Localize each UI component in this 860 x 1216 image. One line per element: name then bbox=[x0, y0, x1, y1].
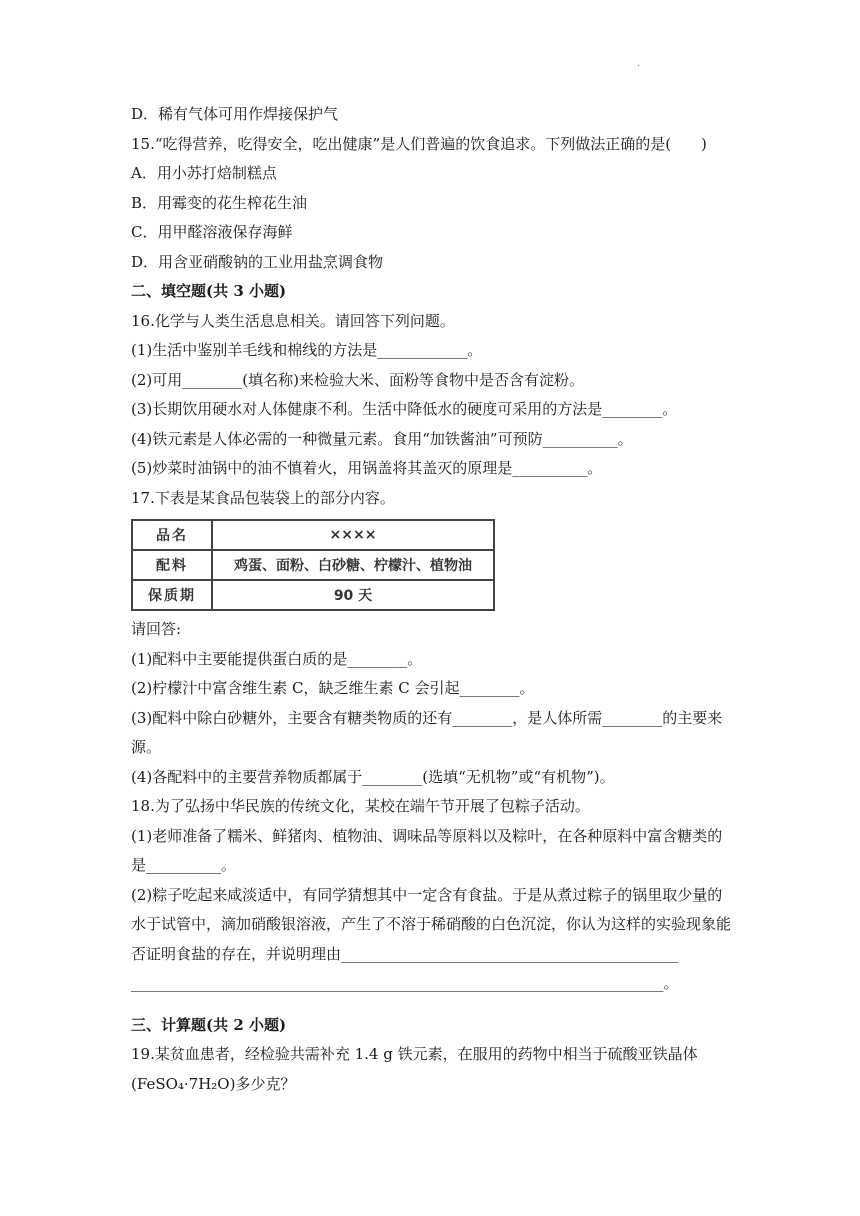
q17-part-4: (4)各配料中的主要营养物质都属于________(选填“无机物”或“有机物”)。 bbox=[131, 767, 615, 786]
q18-stem: 18.为了弘扬中华民族的传统文化，某校在端午节开展了包粽子活动。 bbox=[131, 797, 590, 815]
table-key-shelf-life: 保质期 bbox=[132, 580, 212, 610]
table-value-ingredients: 鸡蛋、面粉、白砂糖、柠檬汁、植物油 bbox=[212, 550, 494, 580]
q17-prompt: 请回答: bbox=[131, 620, 182, 638]
table-key-ingredients: 配料 bbox=[132, 550, 212, 580]
page-mark: . bbox=[637, 58, 641, 69]
table-key-product-name: 品名 bbox=[132, 520, 212, 550]
exam-content bbox=[131, 100, 731, 1099]
q14-option-d: D．稀有气体可用作焊接保护气 bbox=[131, 105, 339, 123]
section-calculation-title: 三、计算题(共 2 小题) bbox=[131, 1015, 287, 1034]
table-value-product-name: ×××× bbox=[212, 520, 494, 550]
section-fill-in-title: 二、填空题(共 3 小题) bbox=[131, 282, 287, 300]
q15-option-a: A．用小苏打焙制糕点 bbox=[131, 164, 277, 182]
q16-part-1: (1)生活中鉴别羊毛线和棉线的方法是____________。 bbox=[131, 341, 483, 359]
q17-part-3: (3)配料中除白砂糖外，主要含有糖类物质的还有________，是人体所需________的主要来源。 bbox=[131, 708, 723, 756]
q15-option-b: B．用霉变的花生榨花生油 bbox=[131, 193, 308, 212]
q16-part-5: (5)炒菜时油锅中的油不慎着火，用锅盖将其盖灭的原理是__________。 bbox=[131, 459, 603, 477]
q17-part-2: (2)柠檬汁中富含维生素 C，缺乏维生素 C 会引起________。 bbox=[131, 679, 535, 697]
q19-stem: 19.某贫血患者，经检验共需补充 1.4 g 铁元素，在服用的药物中相当于硫酸亚铁晶体(FeSO₄·7H₂O)多少克？ bbox=[131, 1045, 698, 1093]
q15-stem: 15.“吃得营养，吃得安全，吃出健康”是人们普遍的饮食追求。下列做法正确的是( ) bbox=[131, 134, 707, 153]
food-label-table bbox=[131, 519, 495, 611]
q16-part-4: (4)铁元素是人体必需的一种微量元素。食用“加铁酱油”可预防__________。 bbox=[131, 429, 633, 448]
q17-stem: 17.下表是某食品包装袋上的部分内容。 bbox=[131, 488, 395, 507]
q18-part-2: (2)粽子吃起来咸淡适中，有同学猜想其中一定含有食盐。于是从煮过粽子的锅里取少量的水于试管中，滴加硝酸银溶液，产生了不溶于稀硝酸的白色沉淀，你认为这样的实验现象能否证明食盐的存在，并说明理由_____________________________________________ bbox=[131, 885, 732, 963]
q17-part-1: (1)配料中主要能提供蛋白质的是________。 bbox=[131, 649, 423, 668]
q15-option-d: D．用含亚硝酸钠的工业用盐烹调食物 bbox=[131, 252, 384, 271]
q16-stem: 16.化学与人类生活息息相关。请回答下列问题。 bbox=[131, 311, 455, 330]
table-row bbox=[132, 550, 494, 580]
q18-part-1: (1)老师准备了糯米、鲜猪肉、植物油、调味品等原料以及粽叶，在各种原料中富含糖类的是__________。 bbox=[131, 826, 723, 874]
q16-part-3: (3)长期饮用硬水对人体健康不利。生活中降低水的硬度可采用的方法是________。 bbox=[131, 400, 678, 418]
q15-option-c: C．用甲醛溶液保存海鲜 bbox=[131, 223, 293, 241]
q18-answer-line: _______________________________________________________________________。 bbox=[131, 974, 679, 992]
table-row bbox=[132, 520, 494, 550]
table-row bbox=[132, 580, 494, 610]
q16-part-2: (2)可用________(填名称)来检验大米、面粉等食物中是否含有淀粉。 bbox=[131, 370, 584, 389]
table-value-shelf-life: 90 天 bbox=[212, 580, 494, 610]
